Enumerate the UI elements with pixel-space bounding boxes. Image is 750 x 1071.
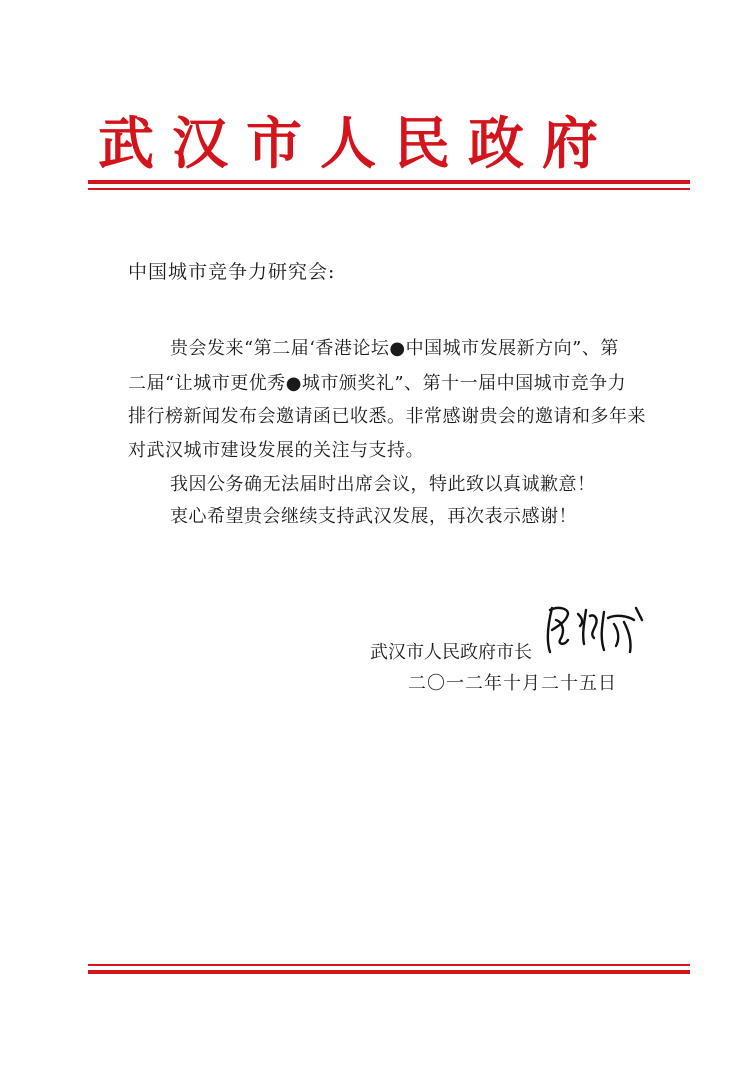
footer-rule-thin: [88, 964, 690, 966]
body-line: 排行榜新闻发布会邀请函已收悉。非常感谢贵会的邀请和多年来: [128, 406, 646, 427]
body-line: 我因公务确无法届时出席会议，特此致以真诚歉意！: [170, 474, 596, 495]
letter-date: 二〇一二年十月二十五日: [408, 673, 617, 694]
signer-title: 武汉市人民政府市长: [370, 642, 532, 663]
handwritten-signature: [538, 600, 648, 660]
letterhead-title: 武汉市人民政府: [98, 112, 616, 177]
letterhead-rule-thick: [88, 180, 690, 184]
salutation: 中国城市竞争力研究会:: [128, 261, 336, 283]
body-line: 贵会发来“第二届‘香港论坛●中国城市发展新方向”、第: [170, 338, 619, 359]
footer-rule-thick: [88, 970, 690, 974]
body-line: 对武汉城市建设发展的关注与支持。: [128, 440, 424, 461]
body-line: 衷心希望贵会继续支持武汉发展，再次表示感谢！: [170, 506, 577, 527]
letterhead-rule-thin: [88, 188, 690, 190]
body-line: 二届“让城市更优秀●城市颁奖礼”、第十一届中国城市竞争力: [128, 373, 627, 394]
